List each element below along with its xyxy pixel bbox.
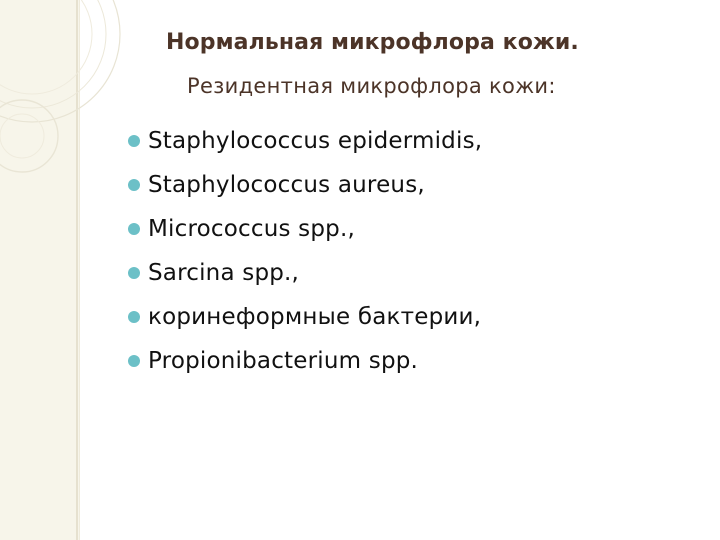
list-item-text: Staphylococcus epidermidis,: [148, 128, 483, 154]
bullet-icon: [128, 267, 140, 279]
list-item: [128, 339, 482, 383]
slide-subtitle: Резидентная микрофлора кожи:: [187, 74, 556, 98]
list-item-text: Staphylococcus aureus,: [148, 172, 425, 198]
list-item: [128, 295, 482, 339]
bullet-icon: [128, 179, 140, 191]
bullet-icon: [128, 223, 140, 235]
list-item: [128, 251, 482, 295]
list-item-text: Propionibacterium spp.: [148, 348, 419, 374]
list-item-text: Micrococcus spp.,: [148, 216, 355, 242]
list-item-text: Sarcina spp.,: [148, 260, 300, 286]
slide-title: Нормальная микрофлора кожи.: [166, 30, 579, 55]
list-item: [128, 119, 482, 163]
bullet-list: [128, 119, 482, 383]
list-item-text: коринеформные бактерии,: [148, 304, 482, 330]
list-item: [128, 163, 482, 207]
list-item: [128, 207, 482, 251]
bullet-icon: [128, 355, 140, 367]
bullet-icon: [128, 311, 140, 323]
bullet-icon: [128, 135, 140, 147]
